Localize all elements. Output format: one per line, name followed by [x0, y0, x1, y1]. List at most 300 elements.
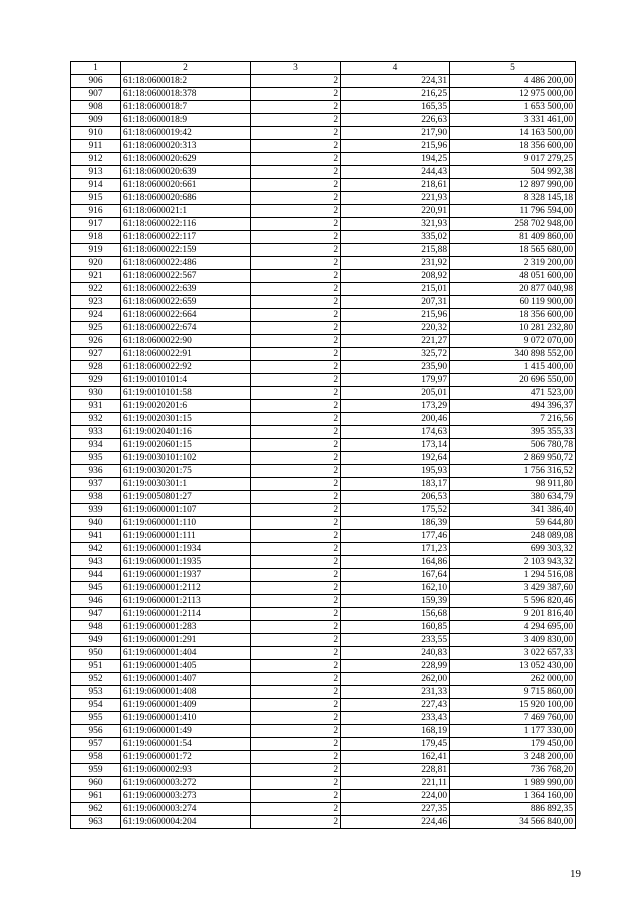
category-cell: 2 [251, 582, 341, 595]
table-row [71, 504, 576, 517]
row-number-cell: 954 [71, 699, 121, 712]
value-cell: 262 000,00 [450, 673, 576, 686]
value-cell: 179 450,00 [450, 738, 576, 751]
rate-cell: 200,46 [341, 413, 450, 426]
row-number-cell: 948 [71, 621, 121, 634]
value-cell: 1 415 400,00 [450, 361, 576, 374]
value-cell: 34 566 840,00 [450, 816, 576, 829]
category-cell: 2 [251, 322, 341, 335]
value-cell: 341 386,40 [450, 504, 576, 517]
category-cell: 2 [251, 556, 341, 569]
cadastral-number-cell: 61:18:0600020:639 [121, 166, 251, 179]
row-number-cell: 921 [71, 270, 121, 283]
value-cell: 380 634,79 [450, 491, 576, 504]
category-cell: 2 [251, 205, 341, 218]
value-cell: 5 596 820,46 [450, 595, 576, 608]
row-number-cell: 922 [71, 283, 121, 296]
table-row [71, 673, 576, 686]
value-cell: 7 216,56 [450, 413, 576, 426]
table-row [71, 543, 576, 556]
table-row [71, 192, 576, 205]
category-cell: 2 [251, 166, 341, 179]
row-number-cell: 950 [71, 647, 121, 660]
category-cell: 2 [251, 608, 341, 621]
rate-cell: 195,93 [341, 465, 450, 478]
table-row [71, 439, 576, 452]
value-cell: 2 103 943,32 [450, 556, 576, 569]
category-cell: 2 [251, 140, 341, 153]
value-cell: 3 409 830,00 [450, 634, 576, 647]
cadastral-number-cell: 61:18:0600020:313 [121, 140, 251, 153]
rate-cell: 321,93 [341, 218, 450, 231]
row-number-cell: 951 [71, 660, 121, 673]
category-cell: 2 [251, 478, 341, 491]
rate-cell: 215,01 [341, 283, 450, 296]
cadastral-number-cell: 61:18:0600022:92 [121, 361, 251, 374]
cadastral-number-cell: 61:19:0600001:409 [121, 699, 251, 712]
category-cell: 2 [251, 504, 341, 517]
table-row [71, 790, 576, 803]
cadastral-number-cell: 61:19:0600001:1934 [121, 543, 251, 556]
row-number-cell: 914 [71, 179, 121, 192]
cadastral-number-cell: 61:19:0020201:6 [121, 400, 251, 413]
row-number-cell: 957 [71, 738, 121, 751]
table-row [71, 582, 576, 595]
rate-cell: 228,99 [341, 660, 450, 673]
category-cell: 2 [251, 257, 341, 270]
row-number-cell: 935 [71, 452, 121, 465]
table-body [71, 62, 576, 829]
rate-cell: 179,97 [341, 374, 450, 387]
row-number-cell: 929 [71, 374, 121, 387]
value-cell: 11 796 594,00 [450, 205, 576, 218]
category-cell: 2 [251, 270, 341, 283]
rate-cell: 240,83 [341, 647, 450, 660]
category-cell: 2 [251, 387, 341, 400]
row-number-cell: 908 [71, 101, 121, 114]
value-cell: 4 486 200,00 [450, 75, 576, 88]
table-header-row [71, 62, 576, 75]
data-table [70, 61, 576, 829]
row-number-cell: 936 [71, 465, 121, 478]
row-number-cell: 960 [71, 777, 121, 790]
cadastral-number-cell: 61:19:0600001:2113 [121, 595, 251, 608]
cadastral-number-cell: 61:18:0600022:674 [121, 322, 251, 335]
cadastral-number-cell: 61:19:0600001:2112 [121, 582, 251, 595]
cadastral-number-cell: 61:18:0600022:664 [121, 309, 251, 322]
category-cell: 2 [251, 426, 341, 439]
cadastral-number-cell: 61:19:0600001:49 [121, 725, 251, 738]
category-cell: 2 [251, 634, 341, 647]
category-cell: 2 [251, 335, 341, 348]
table-row [71, 699, 576, 712]
page-number: 19 [570, 868, 581, 880]
category-cell: 2 [251, 543, 341, 556]
value-cell: 18 356 600,00 [450, 140, 576, 153]
table-row [71, 296, 576, 309]
table-row [71, 348, 576, 361]
header-cell-3: 3 [251, 62, 341, 75]
rate-cell: 164,86 [341, 556, 450, 569]
value-cell: 699 303,32 [450, 543, 576, 556]
row-number-cell: 945 [71, 582, 121, 595]
category-cell: 2 [251, 647, 341, 660]
value-cell: 12 975 000,00 [450, 88, 576, 101]
category-cell: 2 [251, 699, 341, 712]
value-cell: 1 756 316,52 [450, 465, 576, 478]
table-row [71, 517, 576, 530]
category-cell: 2 [251, 725, 341, 738]
table-row [71, 647, 576, 660]
rate-cell: 220,32 [341, 322, 450, 335]
cadastral-number-cell: 61:18:0600020:661 [121, 179, 251, 192]
category-cell: 2 [251, 244, 341, 257]
row-number-cell: 933 [71, 426, 121, 439]
table-row [71, 309, 576, 322]
table-row [71, 608, 576, 621]
category-cell: 2 [251, 374, 341, 387]
row-number-cell: 925 [71, 322, 121, 335]
table-row [71, 738, 576, 751]
row-number-cell: 917 [71, 218, 121, 231]
table-row [71, 777, 576, 790]
table-row [71, 621, 576, 634]
cadastral-number-cell: 61:19:0600001:404 [121, 647, 251, 660]
row-number-cell: 927 [71, 348, 121, 361]
row-number-cell: 924 [71, 309, 121, 322]
table-row [71, 114, 576, 127]
cadastral-number-cell: 61:18:0600022:90 [121, 335, 251, 348]
table-row [71, 88, 576, 101]
rate-cell: 194,25 [341, 153, 450, 166]
table-row [71, 179, 576, 192]
row-number-cell: 913 [71, 166, 121, 179]
category-cell: 2 [251, 491, 341, 504]
cadastral-number-cell: 61:19:0020401:16 [121, 426, 251, 439]
table-row [71, 257, 576, 270]
table-row [71, 361, 576, 374]
category-cell: 2 [251, 738, 341, 751]
row-number-cell: 938 [71, 491, 121, 504]
cadastral-number-cell: 61:18:0600018:378 [121, 88, 251, 101]
cadastral-number-cell: 61:18:0600022:159 [121, 244, 251, 257]
rate-cell: 215,88 [341, 244, 450, 257]
value-cell: 20 877 040,98 [450, 283, 576, 296]
row-number-cell: 953 [71, 686, 121, 699]
value-cell: 9 201 816,40 [450, 608, 576, 621]
table-row [71, 270, 576, 283]
cadastral-number-cell: 61:19:0020601:15 [121, 439, 251, 452]
table-row [71, 153, 576, 166]
row-number-cell: 918 [71, 231, 121, 244]
row-number-cell: 912 [71, 153, 121, 166]
row-number-cell: 941 [71, 530, 121, 543]
row-number-cell: 926 [71, 335, 121, 348]
table-row [71, 816, 576, 829]
cadastral-number-cell: 61:19:0030301:1 [121, 478, 251, 491]
rate-cell: 179,45 [341, 738, 450, 751]
cadastral-number-cell: 61:19:0600001:107 [121, 504, 251, 517]
rate-cell: 173,29 [341, 400, 450, 413]
category-cell: 2 [251, 712, 341, 725]
row-number-cell: 923 [71, 296, 121, 309]
value-cell: 18 356 600,00 [450, 309, 576, 322]
table-row [71, 426, 576, 439]
table-row [71, 140, 576, 153]
category-cell: 2 [251, 465, 341, 478]
value-cell: 13 052 430,00 [450, 660, 576, 673]
value-cell: 8 328 145,18 [450, 192, 576, 205]
rate-cell: 186,39 [341, 517, 450, 530]
row-number-cell: 928 [71, 361, 121, 374]
rate-cell: 227,43 [341, 699, 450, 712]
row-number-cell: 939 [71, 504, 121, 517]
row-number-cell: 947 [71, 608, 121, 621]
table-row [71, 283, 576, 296]
cadastral-number-cell: 61:19:0600001:283 [121, 621, 251, 634]
rate-cell: 224,00 [341, 790, 450, 803]
table-row [71, 127, 576, 140]
cadastral-number-cell: 61:19:0010101:58 [121, 387, 251, 400]
value-cell: 3 248 200,00 [450, 751, 576, 764]
rate-cell: 262,00 [341, 673, 450, 686]
value-cell: 3 429 387,60 [450, 582, 576, 595]
rate-cell: 228,81 [341, 764, 450, 777]
table-row [71, 725, 576, 738]
rate-cell: 217,90 [341, 127, 450, 140]
table-row [71, 686, 576, 699]
value-cell: 15 920 100,00 [450, 699, 576, 712]
cadastral-number-cell: 61:18:0600020:686 [121, 192, 251, 205]
value-cell: 7 469 760,00 [450, 712, 576, 725]
value-cell: 3 022 657,33 [450, 647, 576, 660]
row-number-cell: 911 [71, 140, 121, 153]
row-number-cell: 949 [71, 634, 121, 647]
value-cell: 395 355,33 [450, 426, 576, 439]
row-number-cell: 943 [71, 556, 121, 569]
rate-cell: 171,23 [341, 543, 450, 556]
cadastral-number-cell: 61:18:0600018:9 [121, 114, 251, 127]
cadastral-number-cell: 61:19:0600003:273 [121, 790, 251, 803]
cadastral-number-cell: 61:19:0600001:72 [121, 751, 251, 764]
cadastral-number-cell: 61:18:0600019:42 [121, 127, 251, 140]
rate-cell: 177,46 [341, 530, 450, 543]
row-number-cell: 958 [71, 751, 121, 764]
value-cell: 60 119 900,00 [450, 296, 576, 309]
rate-cell: 192,64 [341, 452, 450, 465]
row-number-cell: 932 [71, 413, 121, 426]
cadastral-number-cell: 61:19:0600001:111 [121, 530, 251, 543]
table-row [71, 491, 576, 504]
row-number-cell: 910 [71, 127, 121, 140]
table-row [71, 569, 576, 582]
rate-cell: 165,35 [341, 101, 450, 114]
category-cell: 2 [251, 296, 341, 309]
category-cell: 2 [251, 452, 341, 465]
rate-cell: 227,35 [341, 803, 450, 816]
row-number-cell: 931 [71, 400, 121, 413]
table-row [71, 452, 576, 465]
value-cell: 258 702 948,00 [450, 218, 576, 231]
cadastral-number-cell: 61:19:0030101:102 [121, 452, 251, 465]
cadastral-number-cell: 61:19:0020301:15 [121, 413, 251, 426]
category-cell: 2 [251, 127, 341, 140]
table-row [71, 660, 576, 673]
value-cell: 12 897 990,00 [450, 179, 576, 192]
header-cell-2: 2 [121, 62, 251, 75]
category-cell: 2 [251, 400, 341, 413]
category-cell: 2 [251, 790, 341, 803]
row-number-cell: 955 [71, 712, 121, 725]
table-row [71, 374, 576, 387]
rate-cell: 226,63 [341, 114, 450, 127]
rate-cell: 224,31 [341, 75, 450, 88]
rate-cell: 235,90 [341, 361, 450, 374]
value-cell: 4 294 695,00 [450, 621, 576, 634]
table-row [71, 751, 576, 764]
row-number-cell: 962 [71, 803, 121, 816]
cadastral-number-cell: 61:19:0600001:1935 [121, 556, 251, 569]
cadastral-number-cell: 61:19:0600001:1937 [121, 569, 251, 582]
category-cell: 2 [251, 673, 341, 686]
category-cell: 2 [251, 283, 341, 296]
table-row [71, 595, 576, 608]
cadastral-number-cell: 61:19:0010101:4 [121, 374, 251, 387]
header-cell-5: 5 [450, 62, 576, 75]
value-cell: 10 281 232,80 [450, 322, 576, 335]
category-cell: 2 [251, 153, 341, 166]
value-cell: 1 989 990,00 [450, 777, 576, 790]
rate-cell: 224,46 [341, 816, 450, 829]
cadastral-number-cell: 61:18:0600022:659 [121, 296, 251, 309]
cadastral-number-cell: 61:18:0600020:629 [121, 153, 251, 166]
row-number-cell: 942 [71, 543, 121, 556]
table-row [71, 803, 576, 816]
rate-cell: 231,33 [341, 686, 450, 699]
category-cell: 2 [251, 231, 341, 244]
row-number-cell: 956 [71, 725, 121, 738]
rate-cell: 208,92 [341, 270, 450, 283]
value-cell: 506 780,78 [450, 439, 576, 452]
value-cell: 9 715 860,00 [450, 686, 576, 699]
row-number-cell: 940 [71, 517, 121, 530]
rate-cell: 221,11 [341, 777, 450, 790]
table-row [71, 556, 576, 569]
rate-cell: 215,96 [341, 140, 450, 153]
value-cell: 494 396,37 [450, 400, 576, 413]
row-number-cell: 906 [71, 75, 121, 88]
table-row [71, 478, 576, 491]
category-cell: 2 [251, 803, 341, 816]
header-cell-1: 1 [71, 62, 121, 75]
table-row [71, 166, 576, 179]
value-cell: 48 051 600,00 [450, 270, 576, 283]
rate-cell: 221,27 [341, 335, 450, 348]
value-cell: 2 319 200,00 [450, 257, 576, 270]
category-cell: 2 [251, 764, 341, 777]
value-cell: 3 331 461,00 [450, 114, 576, 127]
rate-cell: 174,63 [341, 426, 450, 439]
category-cell: 2 [251, 88, 341, 101]
rate-cell: 221,93 [341, 192, 450, 205]
rate-cell: 206,53 [341, 491, 450, 504]
rate-cell: 335,02 [341, 231, 450, 244]
value-cell: 248 089,08 [450, 530, 576, 543]
rate-cell: 233,55 [341, 634, 450, 647]
value-cell: 14 163 500,00 [450, 127, 576, 140]
rate-cell: 159,39 [341, 595, 450, 608]
value-cell: 18 565 680,00 [450, 244, 576, 257]
rate-cell: 168,19 [341, 725, 450, 738]
row-number-cell: 963 [71, 816, 121, 829]
value-cell: 81 409 860,00 [450, 231, 576, 244]
row-number-cell: 915 [71, 192, 121, 205]
category-cell: 2 [251, 413, 341, 426]
rate-cell: 218,61 [341, 179, 450, 192]
table-row [71, 465, 576, 478]
table-row [71, 634, 576, 647]
rate-cell: 175,52 [341, 504, 450, 517]
row-number-cell: 952 [71, 673, 121, 686]
rate-cell: 233,43 [341, 712, 450, 725]
cadastral-number-cell: 61:19:0600003:272 [121, 777, 251, 790]
value-cell: 471 523,00 [450, 387, 576, 400]
value-cell: 340 898 552,00 [450, 348, 576, 361]
rate-cell: 156,68 [341, 608, 450, 621]
rate-cell: 207,31 [341, 296, 450, 309]
cadastral-number-cell: 61:18:0600022:639 [121, 283, 251, 296]
row-number-cell: 907 [71, 88, 121, 101]
category-cell: 2 [251, 816, 341, 829]
cadastral-number-cell: 61:19:0600001:408 [121, 686, 251, 699]
category-cell: 2 [251, 192, 341, 205]
row-number-cell: 959 [71, 764, 121, 777]
cadastral-number-cell: 61:19:0050801:27 [121, 491, 251, 504]
cadastral-number-cell: 61:19:0600004:204 [121, 816, 251, 829]
category-cell: 2 [251, 309, 341, 322]
category-cell: 2 [251, 621, 341, 634]
cadastral-number-cell: 61:19:0030201:75 [121, 465, 251, 478]
table-row [71, 530, 576, 543]
value-cell: 9 017 279,25 [450, 153, 576, 166]
value-cell: 59 644,80 [450, 517, 576, 530]
cadastral-number-cell: 61:19:0600001:410 [121, 712, 251, 725]
cadastral-number-cell: 61:18:0600018:7 [121, 101, 251, 114]
table-row [71, 322, 576, 335]
row-number-cell: 946 [71, 595, 121, 608]
value-cell: 2 869 950,72 [450, 452, 576, 465]
rate-cell: 231,92 [341, 257, 450, 270]
value-cell: 504 992,38 [450, 166, 576, 179]
category-cell: 2 [251, 439, 341, 452]
row-number-cell: 909 [71, 114, 121, 127]
category-cell: 2 [251, 218, 341, 231]
category-cell: 2 [251, 751, 341, 764]
value-cell: 736 768,20 [450, 764, 576, 777]
table-row [71, 764, 576, 777]
table-row [71, 75, 576, 88]
category-cell: 2 [251, 348, 341, 361]
category-cell: 2 [251, 569, 341, 582]
cadastral-number-cell: 61:19:0600001:291 [121, 634, 251, 647]
row-number-cell: 930 [71, 387, 121, 400]
category-cell: 2 [251, 101, 341, 114]
rate-cell: 162,10 [341, 582, 450, 595]
row-number-cell: 937 [71, 478, 121, 491]
rate-cell: 167,64 [341, 569, 450, 582]
category-cell: 2 [251, 686, 341, 699]
table-row [71, 244, 576, 257]
